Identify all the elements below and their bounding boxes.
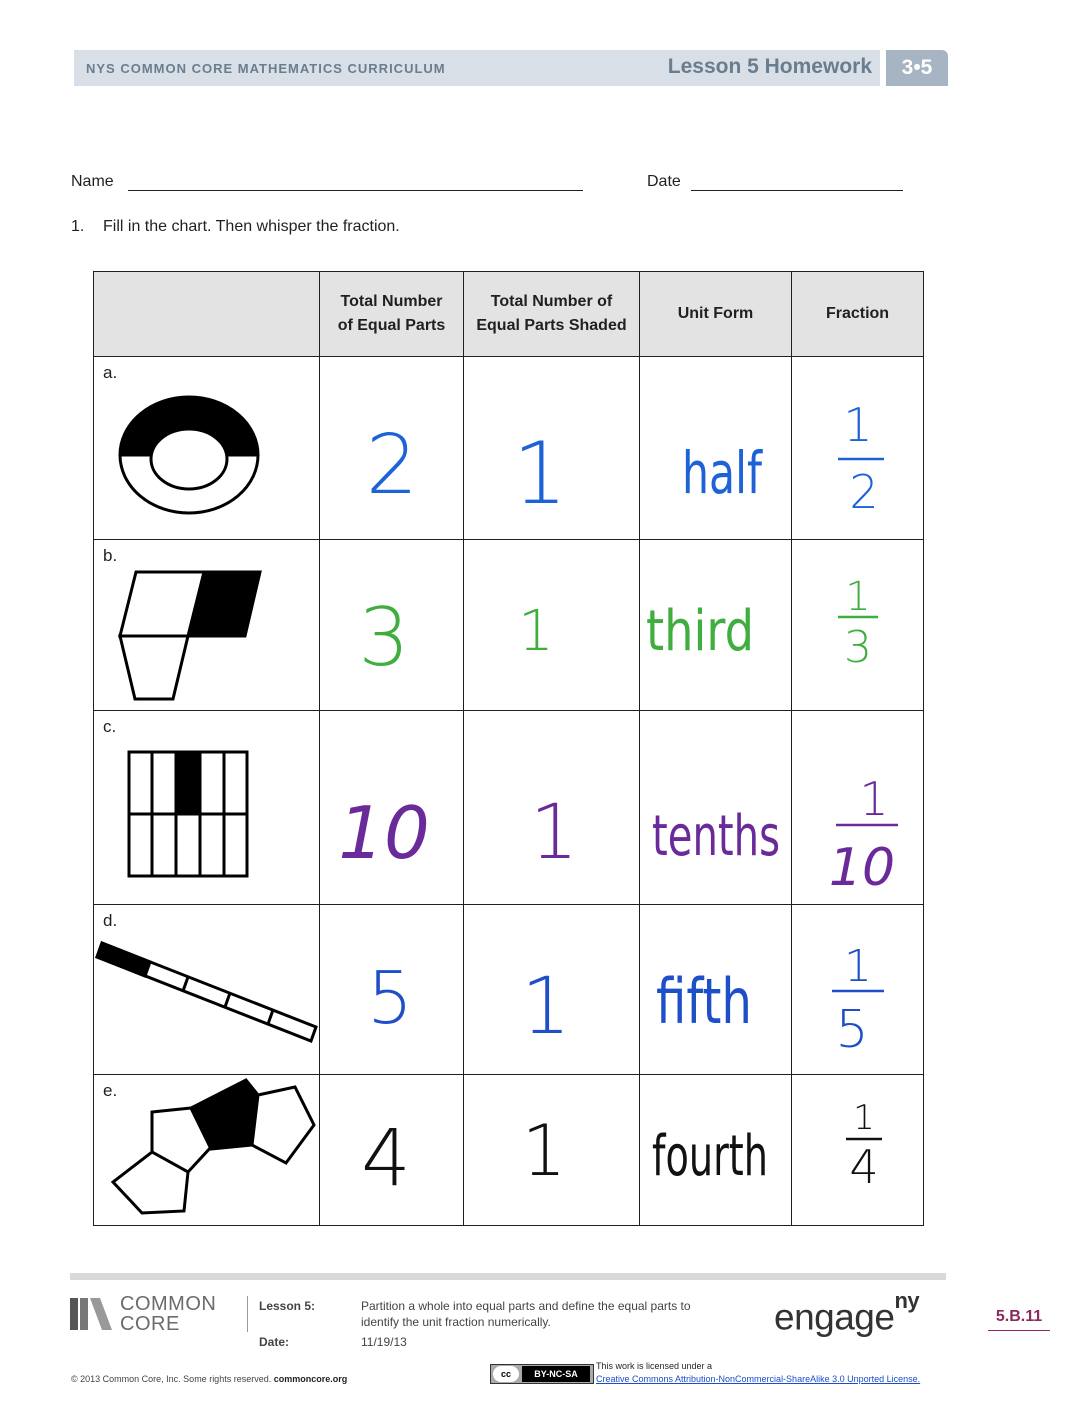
fraction-denominator: 3 (844, 622, 872, 673)
unit-form-value: third (646, 599, 754, 664)
header-row (94, 272, 924, 357)
table-row (94, 357, 924, 540)
footer-date-value: 11/19/13 (361, 1335, 407, 1349)
total-parts-cell[interactable] (320, 711, 464, 905)
module-badge: 3•5 (886, 50, 948, 86)
header-shaded-text: Total Number of Equal Parts Shaded (476, 293, 627, 334)
footer-lesson-label: Lesson 5: (259, 1299, 316, 1313)
row-label: d. (103, 911, 118, 930)
fraction-numerator: 1 (859, 771, 889, 826)
fraction-handwriting (792, 373, 923, 523)
total-parts-cell[interactable] (320, 357, 464, 540)
fraction-cell[interactable] (792, 1075, 924, 1226)
fraction-cell[interactable] (792, 711, 924, 905)
shape-cell (94, 1075, 320, 1226)
header-banner (74, 50, 880, 86)
page-number-underline (988, 1330, 1050, 1331)
shaded-parts-cell[interactable] (464, 711, 640, 905)
fraction-numerator: 1 (845, 574, 871, 620)
shaded-parts-value: 1 (518, 599, 554, 664)
header-unit-form (640, 272, 792, 357)
shaded-parts-handwriting (464, 550, 639, 700)
hexagon-shape (116, 568, 264, 702)
unit-form-value: fifth (656, 964, 752, 1038)
fraction-handwriting (792, 733, 923, 898)
total-parts-handwriting (320, 550, 463, 700)
row-label: a. (103, 363, 118, 382)
logo-line-1: COMMON (120, 1293, 217, 1315)
table-row (94, 1075, 924, 1226)
header-fraction-text: Fraction (825, 305, 890, 322)
fraction-handwriting (792, 550, 923, 700)
total-parts-cell[interactable] (320, 905, 464, 1075)
unit-form-value: tenths (652, 803, 780, 869)
name-label: Name (71, 173, 114, 190)
fraction-handwriting (792, 915, 923, 1065)
shaded-parts-handwriting (464, 915, 639, 1065)
total-parts-handwriting (320, 733, 463, 883)
header-fraction (792, 272, 924, 357)
unit-form-value: fourth (652, 1124, 768, 1189)
total-parts-value: 10 (338, 790, 430, 875)
fraction-numerator: 1 (843, 398, 873, 452)
ring-shape (116, 393, 262, 493)
question-number: 1. (71, 218, 85, 235)
unit-form-value: half (682, 439, 764, 507)
copyright (71, 1374, 347, 1384)
header-total (320, 272, 464, 357)
fraction-cell[interactable] (792, 540, 924, 711)
date-label: Date (647, 173, 681, 190)
cc-badge-cc: cc (493, 1366, 519, 1382)
shaded-parts-cell[interactable] (464, 357, 640, 540)
common-core-logo-icon (70, 1296, 114, 1332)
unit-form-handwriting (640, 550, 791, 700)
shaded-parts-value: 1 (521, 1110, 567, 1192)
license-intro: This work is licensed under a (596, 1361, 713, 1371)
unit-form-cell[interactable] (640, 905, 792, 1075)
total-parts-value: 2 (365, 418, 419, 513)
footer-date-label: Date: (259, 1335, 290, 1349)
shaded-parts-cell[interactable] (464, 1075, 640, 1226)
shaded-parts-cell[interactable] (464, 905, 640, 1075)
shape-cell (94, 357, 320, 540)
common-core-wordmark (120, 1294, 216, 1334)
fraction-cell[interactable] (792, 905, 924, 1075)
bar-shape (96, 941, 318, 1045)
shaded-parts-value: 1 (521, 961, 571, 1052)
question-text: Fill in the chart. Then whisper the fraction. (103, 218, 400, 235)
license-link[interactable]: Creative Commons Attribution-NonCommercial-ShareAlike 3.0 Unported License. (596, 1374, 921, 1384)
table-row (94, 540, 924, 711)
shaded-parts-value: 1 (529, 786, 579, 876)
total-parts-value: 5 (367, 955, 413, 1040)
total-parts-handwriting (320, 1075, 463, 1225)
engage-sup: ny (894, 1288, 920, 1313)
copyright-text: © 2013 Common Core, Inc. Some rights reserved. (71, 1374, 274, 1384)
header-total-text: Total Number of Equal Parts (337, 293, 446, 334)
shaded-parts-handwriting (464, 1075, 639, 1225)
fraction-denominator: 10 (828, 837, 896, 898)
footer-lesson-text-2: identify the unit fraction numerically. (361, 1315, 551, 1329)
fraction-cell[interactable] (792, 357, 924, 540)
shaded-parts-cell[interactable] (464, 540, 640, 711)
grid-shape (126, 749, 250, 879)
total-parts-handwriting (320, 373, 463, 523)
footer-separator (247, 1296, 248, 1332)
unit-form-handwriting (640, 733, 791, 883)
table-row (94, 711, 924, 905)
unit-form-cell[interactable] (640, 711, 792, 905)
cc-license-badge-icon[interactable] (490, 1364, 594, 1384)
header-shaded (464, 272, 640, 357)
copyright-link[interactable]: commoncore.org (273, 1374, 348, 1384)
unit-form-cell[interactable] (640, 540, 792, 711)
lesson-title: Lesson 5 Homework (667, 55, 872, 78)
cc-badge-terms: BY-NC-SA (522, 1366, 590, 1382)
fraction-numerator: 1 (853, 1098, 875, 1138)
fraction-denominator: 4 (849, 1140, 879, 1194)
header-shape (94, 272, 320, 357)
shaded-parts-handwriting (464, 373, 639, 523)
shape-cell (94, 711, 320, 905)
total-parts-value: 4 (361, 1114, 411, 1204)
row-label: e. (103, 1081, 118, 1100)
unit-form-cell[interactable] (640, 1075, 792, 1226)
unit-form-handwriting (640, 373, 791, 523)
fraction-chart (93, 271, 924, 1226)
total-parts-value: 3 (358, 591, 410, 684)
total-parts-handwriting (320, 915, 463, 1065)
shaded-parts-handwriting (464, 733, 639, 883)
page-number: 5.B.11 (995, 1308, 1043, 1325)
shaded-parts-value: 1 (512, 424, 568, 524)
date-field[interactable] (691, 190, 903, 191)
engage-text: engage (774, 1296, 895, 1338)
fraction-numerator: 1 (844, 940, 872, 992)
engage-ny-logo (774, 1288, 920, 1338)
unit-form-handwriting (640, 1075, 791, 1225)
total-parts-cell[interactable] (320, 1075, 464, 1226)
row-label: b. (103, 546, 118, 565)
header-unit-form-text: Unit Form (677, 305, 754, 322)
footer-divider (70, 1273, 946, 1280)
unit-form-cell[interactable] (640, 357, 792, 540)
total-parts-cell[interactable] (320, 540, 464, 711)
logo-line-2: CORE (120, 1313, 180, 1335)
unit-form-handwriting (640, 915, 791, 1065)
curriculum-title: NYS COMMON CORE MATHEMATICS CURRICULUM (86, 61, 446, 76)
fraction-denominator: 5 (835, 999, 869, 1060)
pentagons-shape (108, 1075, 318, 1219)
row-label: c. (103, 717, 117, 736)
question-1 (71, 218, 400, 236)
name-field[interactable] (128, 190, 583, 191)
shape-cell (94, 905, 320, 1075)
footer-lesson-text-1: Partition a whole into equal parts and define the equal parts to (361, 1299, 691, 1313)
table-row (94, 905, 924, 1075)
shape-cell (94, 540, 320, 711)
fraction-denominator: 2 (849, 465, 879, 519)
fraction-handwriting (792, 1075, 923, 1225)
footer-lesson-text (361, 1298, 691, 1330)
